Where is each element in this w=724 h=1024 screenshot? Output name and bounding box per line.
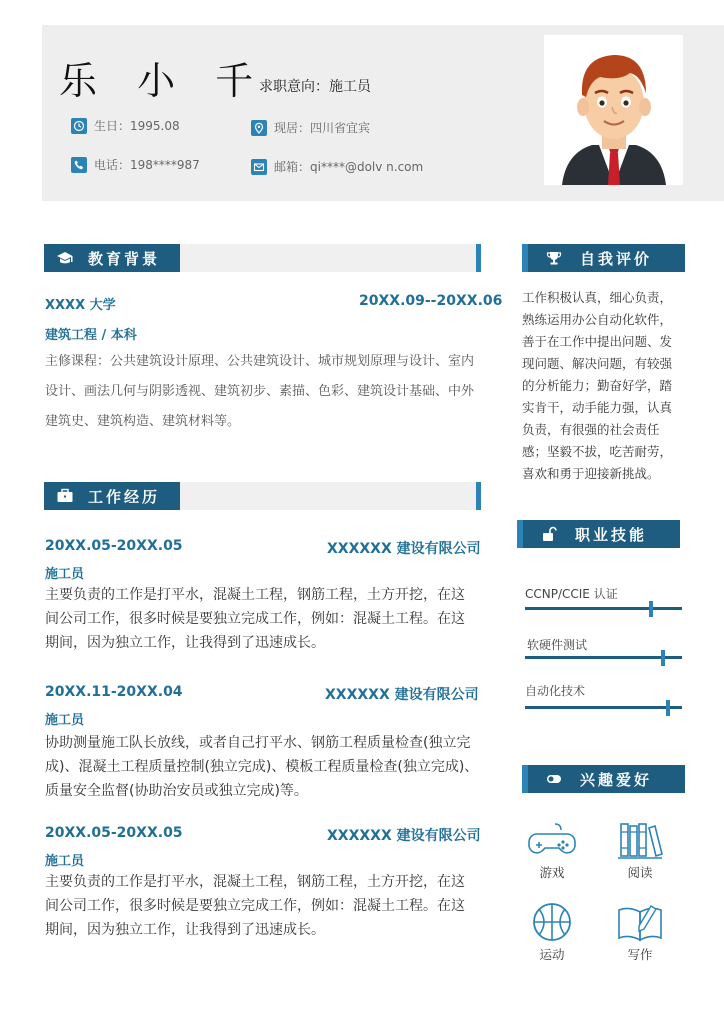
birthday-info: 生日：1995.08 <box>71 117 180 134</box>
work-description: 主要负责的工作是打平水，混凝土工程，钢筋工程，土方开挖，在这 间公司工作，很多时候是要独立完成工作，例如：混凝土工程。在这 期间，因为独立工作，让我得到了迅速成长。 <box>45 874 465 938</box>
skill-label: 软硬件测试 <box>527 638 588 652</box>
candidate-name: 乐 小 千 <box>59 59 268 103</box>
skill-level-marker <box>649 601 653 617</box>
skill-bar <box>525 656 682 659</box>
work-role: 施工员 <box>45 854 85 869</box>
location-pin-icon <box>251 120 267 136</box>
work-role: 施工员 <box>45 713 85 728</box>
phone-icon <box>71 157 87 173</box>
hobbies-header: 兴趣爱好 <box>522 765 685 793</box>
work-company: XXXXXX 建设有限公司 <box>327 828 481 844</box>
self-eval-text: 工作积极认真，细心负责， 熟练运用办公自动化软件， 善于在工作中提出问题、发 现问题、解决问题，有较强 的分析能力；勤奋好学，踏 实肯干，动手能力强，认真 负责，有很强的社会责任 感；坚毅不拔，吃苦耐劳， 喜欢和勇于迎接新挑战。 <box>522 290 673 481</box>
work-period: 20XX.05-20XX.05 <box>45 538 183 554</box>
trophy-icon <box>546 250 562 266</box>
skill-level-marker <box>661 650 665 666</box>
toggle-icon <box>546 771 562 787</box>
skill-bar <box>525 607 682 610</box>
skill-label: CCNP/CCIE 认证 <box>525 587 618 601</box>
work-description: 协助测量施工队长放线，或者自己打平水、钢筋工程质量检查(独立完 成)、混凝土工程质量控制(独立完成)、模板工程质量检查(独立完成)、 质量安全监督(协助治安员或独立完成)等。 <box>45 735 479 799</box>
work-company: XXXXXX 建设有限公司 <box>325 687 479 703</box>
work-description: 主要负责的工作是打平水，混凝土工程，钢筋工程，土方开挖，在这 间公司工作，很多时候是要独立完成工作，例如：混凝土工程。在这 期间，因为独立工作，让我得到了迅速成长。 <box>45 587 465 651</box>
hobby-gaming: 游戏 <box>522 820 582 881</box>
school-name: XXXX 大学 <box>45 298 116 313</box>
work-role: 施工员 <box>45 567 85 582</box>
skills-header: 职业技能 <box>517 520 680 548</box>
phone-info: 电话：198****987 <box>71 156 200 173</box>
skill-label: 自动化技术 <box>525 684 586 698</box>
major: 建筑工程 / 本科 <box>45 328 137 343</box>
hobby-writing: 写作 <box>610 902 670 963</box>
clock-icon <box>71 118 87 134</box>
work-period: 20XX.11-20XX.04 <box>45 684 183 700</box>
email-info: 邮箱：qi****@dolv n.com <box>251 158 423 175</box>
notebook-pen-icon <box>615 902 665 944</box>
unlock-icon <box>541 526 557 542</box>
hobby-reading: 阅读 <box>610 820 670 881</box>
education-section-header: 教育背景 <box>44 244 481 272</box>
skill-bar <box>525 706 682 709</box>
education-period: 20XX.09--20XX.06 <box>359 293 503 309</box>
job-intent: 求职意向：施工员 <box>259 79 371 95</box>
work-company: XXXXXX 建设有限公司 <box>327 541 481 557</box>
courses-text: 主修课程：公共建筑设计原理、公共建筑设计、城市规划原理与设计、室内 设计、画法几何与阴影透视、建筑初步、素描、色彩、建筑设计基础、中外 建筑史、建筑构造、建筑材料等。 <box>45 354 475 429</box>
avatar <box>544 35 683 185</box>
briefcase-icon <box>56 488 74 504</box>
work-section-header: 工作经历 <box>44 482 481 510</box>
basketball-icon <box>527 902 577 944</box>
location-info: 现居：四川省宜宾 <box>251 119 370 136</box>
hobby-sports: 运动 <box>522 902 582 963</box>
mail-icon <box>251 159 267 175</box>
graduation-cap-icon <box>56 250 74 266</box>
self-eval-header: 自我评价 <box>522 244 685 272</box>
work-period: 20XX.05-20XX.05 <box>45 825 183 841</box>
books-icon <box>615 820 665 862</box>
skill-level-marker <box>666 700 670 716</box>
gamepad-icon <box>527 820 577 862</box>
